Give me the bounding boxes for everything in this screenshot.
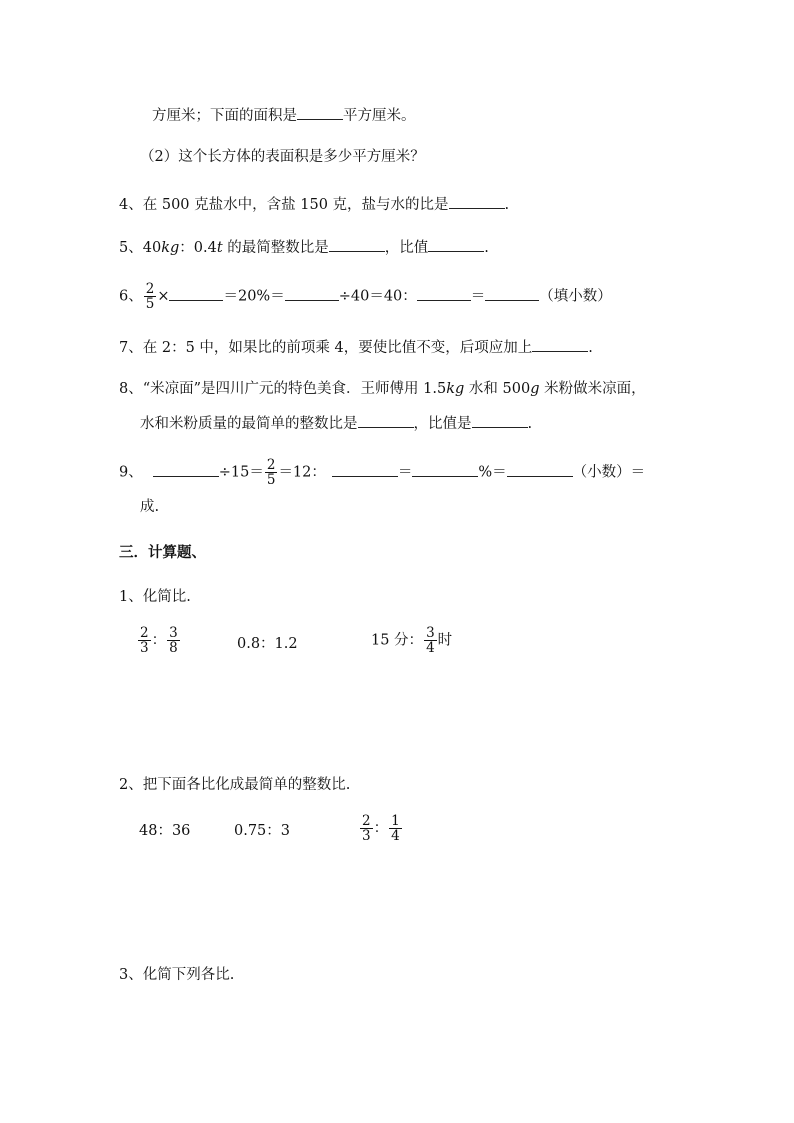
fraction-numerator: 1 [391,813,400,829]
question-5 [119,238,489,256]
fraction-denominator: 8 [169,640,178,657]
q3-text-a: 方厘米；下面的面积是 [152,108,297,124]
question-9-blank-2[interactable] [332,463,398,477]
fraction-denominator: 5 [145,296,155,313]
question-8-text-d: 水和米粉质量的最简单的整数比是 [140,416,358,432]
calc-question-1-expr-2: 0.8：1.2 [237,636,298,652]
fraction-numerator: 2 [362,813,371,829]
question-8-text-a: “米凉面”是四川广元的特色美食．王师傅用 1.5 [142,381,447,397]
calc-question-1-label: 1、化简比. [119,589,191,605]
question-7-blank[interactable] [532,338,588,352]
question-8-line-1 [119,382,646,397]
q3-blank-bottom-area[interactable] [297,106,343,120]
question-9-line-2: 成. [140,499,160,515]
question-4-period: . [504,197,510,213]
question-9-blank-4[interactable] [507,463,573,477]
question-4-number: 4、 [119,197,143,213]
fraction-denominator: 4 [426,640,435,657]
fraction-denominator: 3 [362,828,371,845]
question-4-blank[interactable] [449,195,505,209]
question-8-number: 8、 [119,381,143,397]
question-6-number: 6、 [119,288,143,305]
calc-question-3-label: 3、化简下列各比. [119,967,235,983]
q3-continuation-line [152,106,416,124]
question-6-text-c: ÷40＝40： [338,288,417,305]
fraction-numerator: 2 [140,625,149,641]
question-9-blank-3[interactable] [412,463,478,477]
question-6-blank-2[interactable] [285,287,339,301]
question-4 [119,195,509,213]
question-7-period: . [588,340,593,356]
question-5-period: . [484,240,489,256]
question-9-equals-1: ＝ [397,464,413,481]
ratio-colon: ： [151,632,167,649]
question-6-blank-3[interactable] [417,287,471,301]
question-7 [119,338,593,356]
fraction-numerator: 2 [145,281,155,297]
fraction-denominator: 3 [140,640,149,657]
question-8-unit-g: g [530,381,540,397]
question-8-blank-ratio[interactable] [358,414,414,428]
question-5-number: 5、 [119,240,143,256]
question-5-unit-t: t [216,240,223,256]
question-9-text-b: ＝12： [278,464,326,481]
question-8-text-e: ，比值是 [413,416,472,432]
question-5-unit-kg: kg [161,240,180,256]
question-6-blank-1[interactable] [169,287,223,301]
question-6-equals: ＝ [470,288,486,305]
section-heading: 三．计算题、 [119,544,206,561]
question-4-text: 在 500 克盐水中，含盐 150 克，盐与水的比是 [142,197,449,213]
question-9-number: 9、 [119,464,143,481]
question-7-number: 7、 [119,340,143,356]
question-8-blank-value[interactable] [472,414,528,428]
calc-question-2-expr-2: 0.75：3 [234,823,291,839]
calc-question-1-expr-1 [137,626,181,655]
calc-question-2-expr-1: 48：36 [139,823,191,839]
question-5-text: 的最简整数比是 [222,240,329,256]
question-8-unit-kg: kg [446,381,465,397]
fraction-numerator: 3 [169,625,178,641]
calc-question-1-expr-3 [371,626,452,655]
fraction-denominator: 5 [266,472,276,489]
question-7-text: 在 2：5 中，如果比的前项乘 4，要使比值不变，后项应加上 [142,340,533,356]
expr-fraction [424,626,437,655]
question-8-text-b: 水和 500 [464,381,531,397]
expr-fraction [167,626,180,655]
question-5-blank-ratio[interactable] [329,238,385,252]
q3-text-b: 平方厘米。 [343,108,416,124]
question-5-value-2: ：0.4 [179,240,217,256]
q3-subquestion-2: （2）这个长方体的表面积是多少平方厘米？ [140,149,425,165]
expr-fraction [389,814,402,843]
expr-fraction [360,814,373,843]
question-8-line-2 [140,414,532,432]
question-6 [119,282,612,311]
question-9-fraction [265,458,278,487]
expr-text: 15 分： [371,632,424,649]
question-9-text-e: （小数）＝ [572,464,646,481]
question-6-hint: （填小数） [539,288,612,305]
question-6-text-b: ＝20%＝ [223,288,285,305]
fraction-denominator: 4 [391,828,400,845]
question-5-value-1: 40 [142,240,162,256]
fraction-numerator: 3 [426,625,435,641]
question-9-text-a: ÷15＝ [218,464,264,481]
calc-question-2-expr-3 [359,814,403,843]
ratio-colon: ： [373,820,389,837]
expr-fraction [138,626,151,655]
question-9-text-d: %＝ [478,464,507,481]
question-6-times: × [157,288,170,305]
question-9-blank-1[interactable] [153,463,219,477]
question-5-text-2: ，比值 [384,240,429,256]
question-5-blank-value[interactable] [428,238,484,252]
expr-unit: 时 [437,632,453,649]
question-9-line-1 [119,458,645,487]
question-6-blank-4[interactable] [485,287,539,301]
question-8-period: . [527,416,533,432]
calc-question-2-label: 2、把下面各比化成最简单的整数比. [119,777,351,793]
question-6-fraction [144,282,157,311]
question-8-text-c: 米粉做米凉面， [539,381,646,397]
fraction-numerator: 2 [266,457,276,473]
